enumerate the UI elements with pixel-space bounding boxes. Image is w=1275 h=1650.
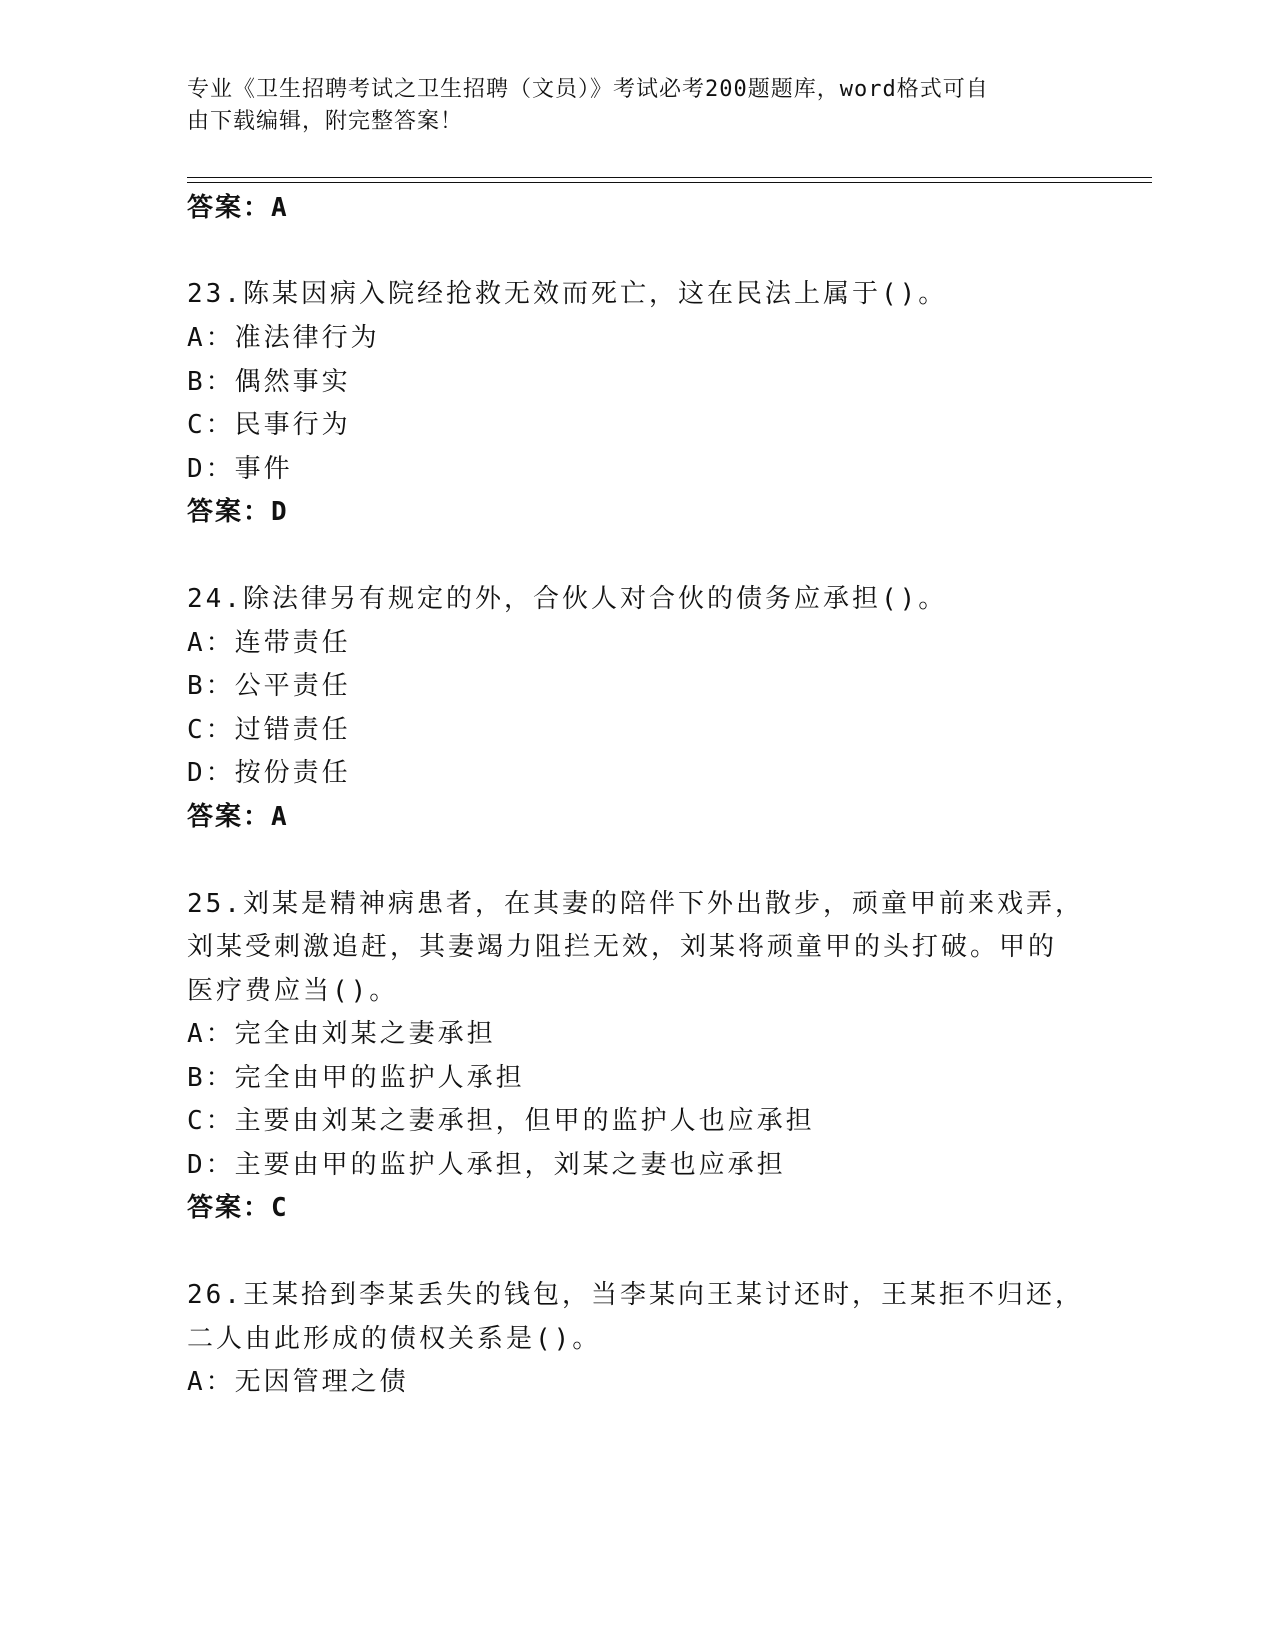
question-23-answer: 答案：D: [187, 497, 289, 527]
header-divider-top: [187, 177, 1152, 178]
question-26-stem-line-1: 26.王某拾到李某丢失的钱包，当李某向王某讨还时，王某拒不归还，: [187, 1280, 1084, 1310]
question-24-stem: 24.除法律另有规定的外，合伙人对合伙的债务应承担()。: [187, 584, 948, 614]
question-23-option-d: D：事件: [187, 454, 293, 484]
question-24-answer: 答案：A: [187, 802, 289, 832]
question-25-stem-line-3: 医疗费应当()。: [187, 976, 399, 1006]
document-header: [187, 74, 1067, 138]
question-26-stem-line-2: 二人由此形成的债权关系是()。: [187, 1324, 602, 1354]
question-25-option-d: D：主要由甲的监护人承担，刘某之妻也应承担: [187, 1150, 786, 1180]
answer-previous: 答案：A: [187, 193, 289, 223]
question-25-option-c: C：主要由刘某之妻承担，但甲的监护人也应承担: [187, 1106, 815, 1136]
header-line-2: 由下载编辑，附完整答案！: [187, 109, 464, 134]
question-26-option-a: A：无因管理之债: [187, 1367, 409, 1397]
question-24-option-d: D：按份责任: [187, 758, 351, 788]
question-23-option-c: C：民事行为: [187, 410, 351, 440]
question-23-stem: 23.陈某因病入院经抢救无效而死亡，这在民法上属于()。: [187, 279, 948, 309]
question-24-option-a: A：连带责任: [187, 628, 351, 658]
question-25-stem-line-2: 刘某受刺激追赶，其妻竭力阻拦无效，刘某将顽童甲的头打破。甲的: [187, 932, 1058, 962]
question-24-option-c: C：过错责任: [187, 715, 351, 745]
question-25-option-b: B：完全由甲的监护人承担: [187, 1063, 525, 1093]
question-25-stem-line-1: 25.刘某是精神病患者，在其妻的陪伴下外出散步，顽童甲前来戏弄，: [187, 889, 1084, 919]
question-25-answer: 答案：C: [187, 1193, 289, 1223]
question-25-option-a: A：完全由刘某之妻承担: [187, 1019, 496, 1049]
question-23-option-b: B：偶然事实: [187, 367, 351, 397]
question-23-option-a: A：准法律行为: [187, 323, 380, 353]
header-line-1: 专业《卫生招聘考试之卫生招聘（文员）》考试必考200题题库，word格式可自: [187, 77, 989, 102]
question-24-option-b: B：公平责任: [187, 671, 351, 701]
header-divider-bottom: [187, 182, 1152, 183]
